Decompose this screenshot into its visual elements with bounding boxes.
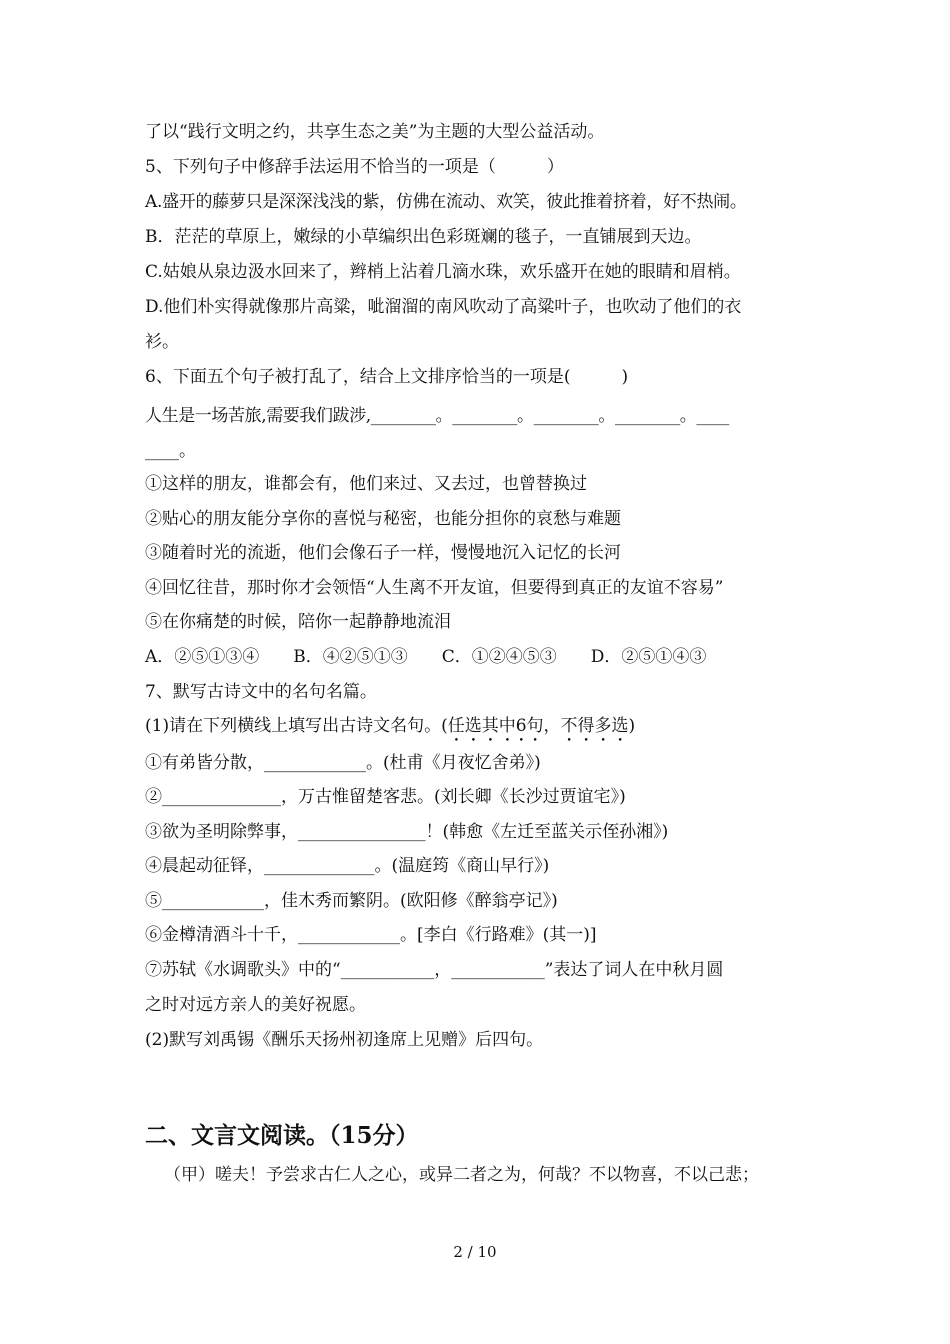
closing-paren: ) [628,716,636,736]
poem-item-7: ⑦苏轼《水调歌头》中的“___________，___________”表达了词人在中秋月圆 [145,960,724,980]
question-7-part-1 [145,715,635,746]
question-5: 5、下列句子中修辞手法运用不恰当的一项是（ ） [145,157,564,177]
sentence-option-1: ①这样的朋友，谁都会有，他们来过、又去过，也曾替换过 [145,474,587,494]
option-c: C.姑娘从泉边汲水回来了，辫梢上沾着几滴水珠，欢乐盛开在她的眼睛和眉梢。 [145,262,741,282]
question-7-part-2: (2)默写刘禹锡《酬乐天扬州初逢席上见赠》后四句。 [145,1030,544,1050]
sentence-option-5: ⑤在你痛楚的时候，陪你一起静静地流泪 [145,612,451,632]
instruction-text: (1)请在下列横线上填写出古诗文名句。( [145,716,448,736]
emphasized-text: 任选其中6句，不得多选 [447,716,629,736]
option-d: D.他们朴实得就像那片高粱，呲溜溜的南风吹动了高粱叶子，也吹动了他们的衣 [145,297,742,317]
option-b: B．茫茫的草原上，嫩绿的小草编织出色彩斑斓的毯子，一直铺展到天边。 [145,227,702,247]
question-6-sentence-continued: ____。 [145,441,196,461]
question-7: 7、默写古诗文中的名句名篇。 [145,682,377,702]
question-6-answers: A．②⑤①③④ B．④②⑤①③ C．①②④⑤③ D．②⑤①④③ [145,647,707,667]
sentence-option-2: ②贴心的朋友能分享你的喜悦与秘密，也能分担你的哀愁与难题 [145,509,621,529]
poem-item-7-continued: 之时对远方亲人的美好祝愿。 [145,995,366,1015]
page-number: 2 / 10 [453,1243,497,1261]
poem-item-3: ③欲为圣明除弊事，_______________！(韩愈《左迁至蓝关示侄孙湘》) [145,822,669,842]
sentence-option-3: ③随着时光的流逝，他们会像石子一样，慢慢地沉入记忆的长河 [145,543,621,563]
option-d-continued: 衫。 [145,332,179,352]
sentence-option-4: ④回忆往昔，那时你才会领悟“人生离不开友谊，但要得到真正的友谊不容易” [145,578,724,598]
text-line: 了以“践行文明之约，共享生态之美”为主题的大型公益活动。 [145,122,605,142]
option-a: A.盛开的藤萝只是深深浅浅的紫，仿佛在流动、欢笑，彼此推着挤着，好不热闹。 [145,192,747,212]
poem-item-4: ④晨起动征铎，_____________。(温庭筠《商山早行》) [145,856,550,876]
question-6: 6、下面五个句子被打乱了，结合上文排序恰当的一项是( ) [145,367,629,387]
poem-item-5: ⑤____________，佳木秀而繁阴。(欧阳修《醉翁亭记》) [145,891,558,911]
question-6-sentence: 人生是一场苦旅,需要我们跋涉,________。________。________。________。____ [145,406,729,426]
section-2-title: 二、文言文阅读。（15分） [145,1122,419,1149]
poem-item-2: ②______________，万古惟留楚客悲。(刘长卿《长沙过贾谊宅》) [145,787,626,807]
poem-item-1: ①有弟皆分散，____________。(杜甫《月夜忆舍弟》) [145,753,541,773]
poem-item-6: ⑥金樽清酒斗十千，____________。[李白《行路难》(其一)] [145,925,597,945]
classical-text-first-line: （甲）嗟夫！予尝求古仁人之心，或异二者之为，何哉？不以物喜，不以己悲； [164,1165,759,1185]
